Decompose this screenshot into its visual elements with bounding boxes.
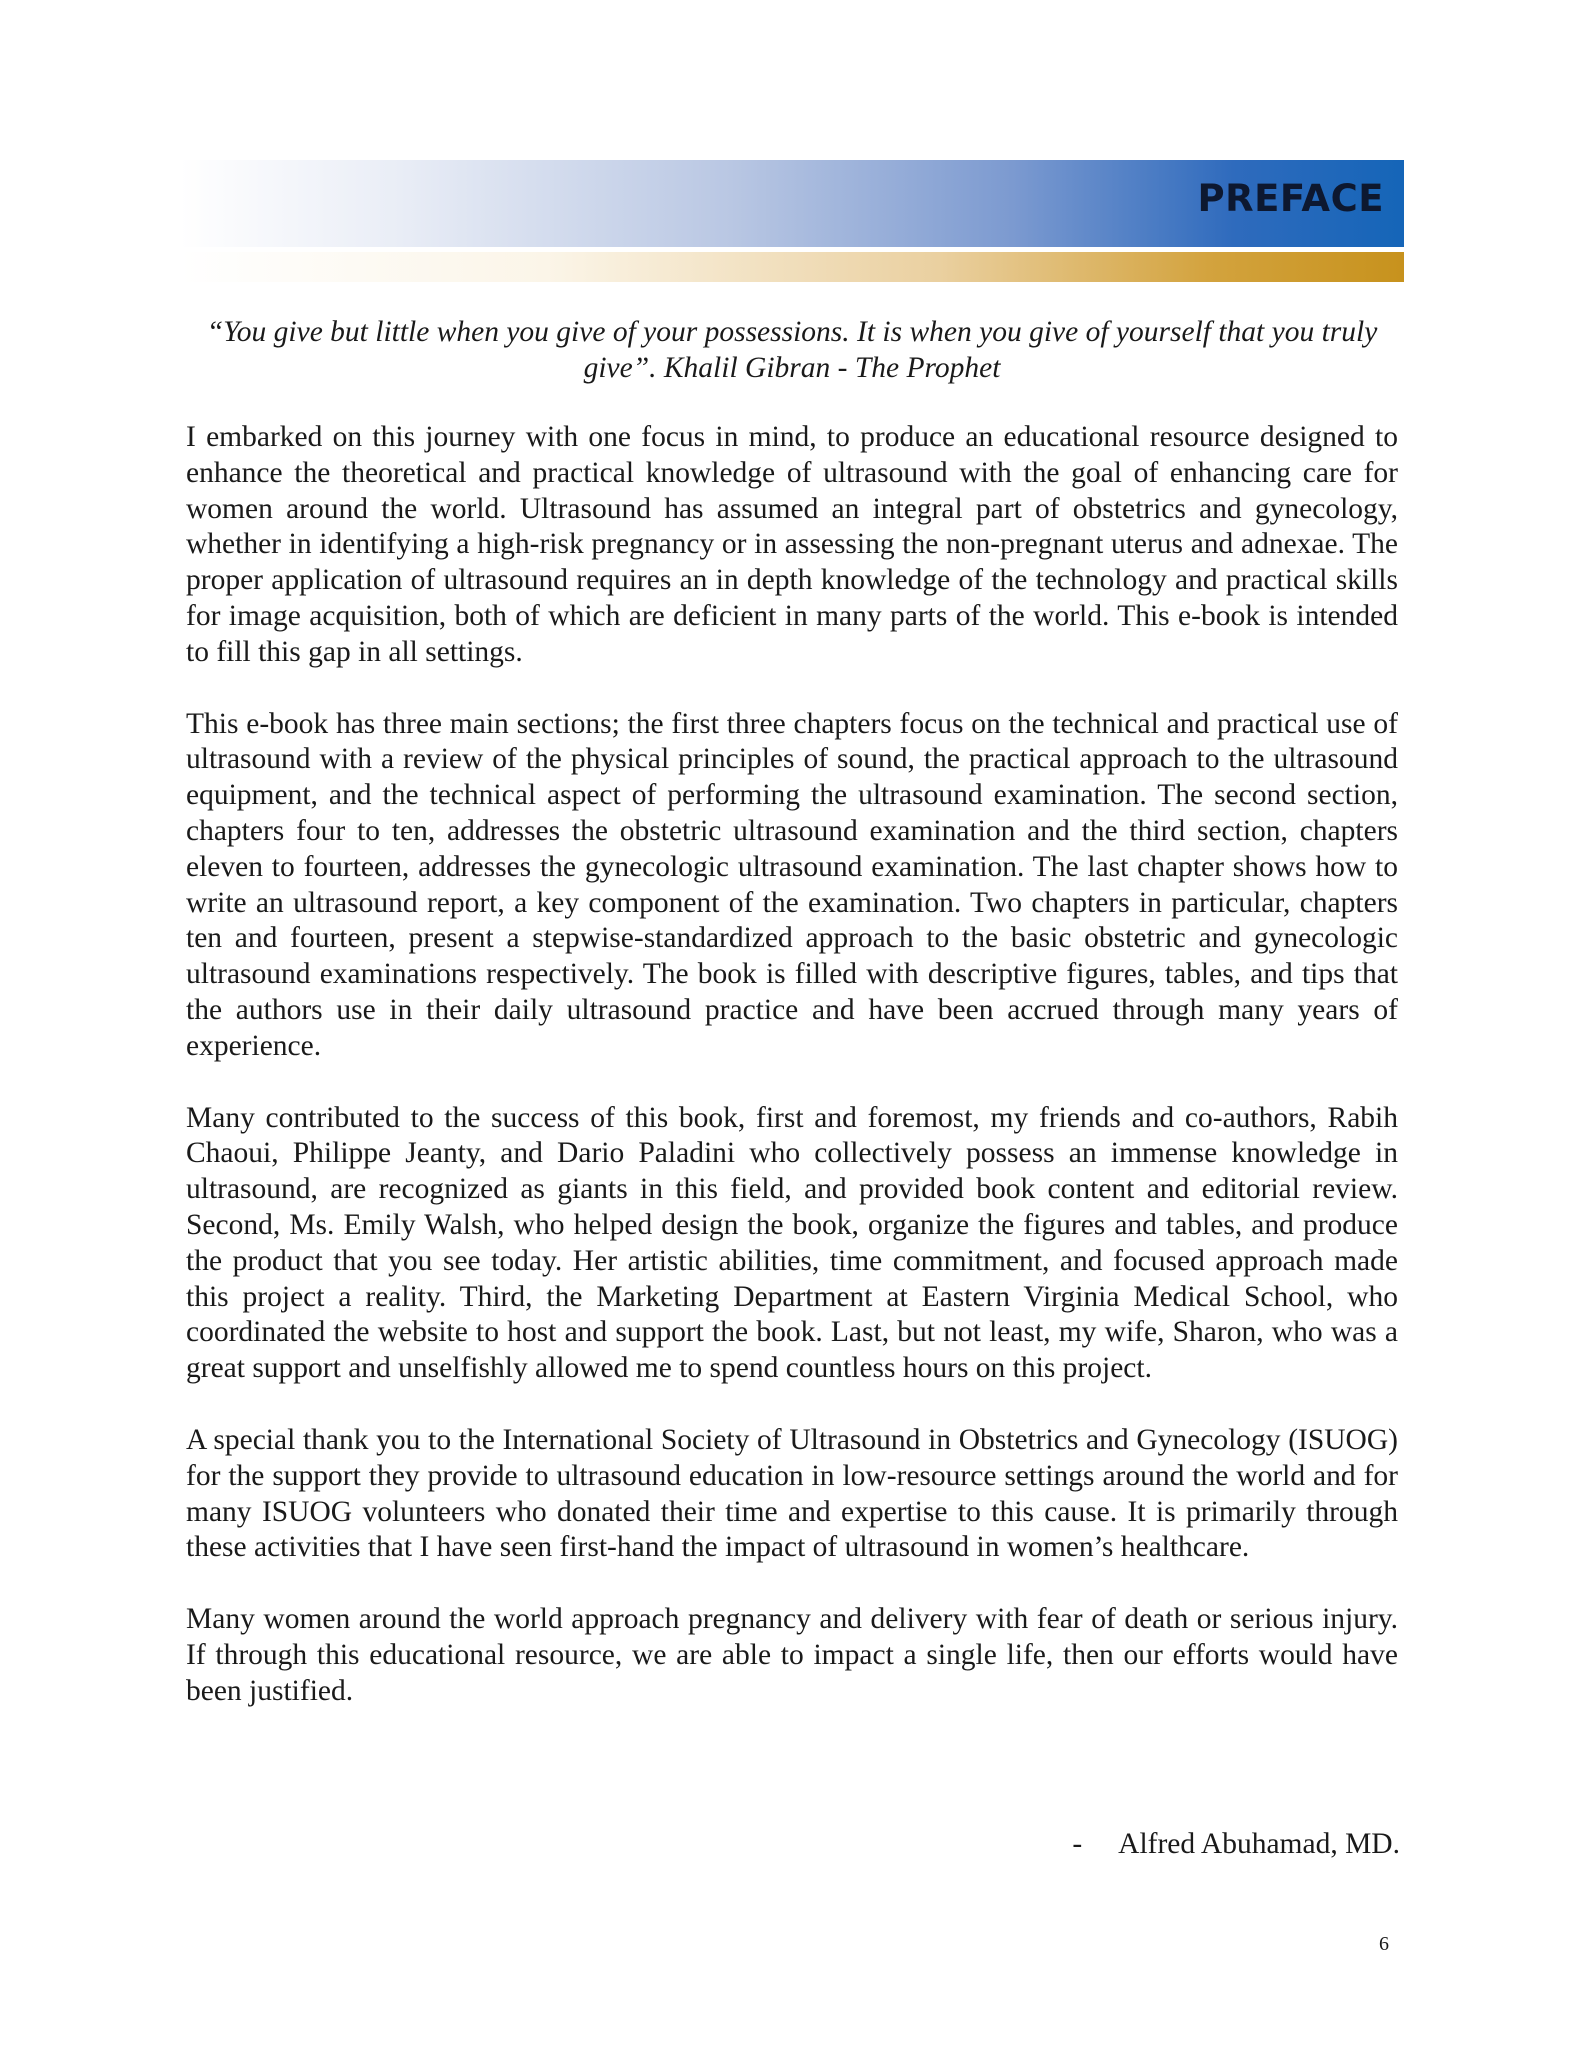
epigraph-quote: “You give but little when you give of your possessions. It is when you give of yourself that you truly give”. Khalil Gibran - The Prophet <box>206 316 1378 384</box>
paragraph: Many contributed to the success of this book, first and foremost, my friends and co-authors, Rabih Chaoui, Philippe Jeanty, and Dario Paladini who collectively possess an immense knowledge in ultrasound, are recognized as giants in this field, and provided book content and editorial review. Second, Ms. Emily Walsh, who helped design the book, organize the figures and tables, and produce the product that you see today. Her artistic abilities, time commitment, and focused approach made this project a reality. Third, the Marketing Department at Eastern Virginia Medical School, who coordinated the website to host and support the book. Last, but not least, my wife, Sharon, who was a great support and unselfishly allowed me to spend countless hours on this project. <box>186 1101 1398 1385</box>
decorative-gold-band <box>180 252 1404 282</box>
signature-dash: - <box>1072 1828 1083 1860</box>
author-signature <box>1072 1826 1400 1862</box>
paragraph: This e-book has three main sections; the first three chapters focus on the technical and practical use of ultrasound with a review of the physical principles of sound, the practical approach to the ultrasound equipment, and the technical aspect of performing the ultrasound examination. The second section, chapters four to ten, addresses the obstetric ultrasound examination and the third section, chapters eleven to fourteen, addresses the gynecologic ultrasound examination. The last chapter shows how to write an ultrasound report, a key component of the examination. Two chapters in particular, chapters ten and fourteen, present a stepwise-standardized approach to the basic obstetric and gynecologic ultrasound examinations respectively. The book is filled with descriptive figures, tables, and tips that the authors use in their daily ultrasound practice and have been accrued through many years of experience. <box>186 707 1398 1062</box>
paragraph: Many women around the world approach pregnancy and delivery with fear of death or serious injury. If through this educational resource, we are able to impact a single life, then our efforts would have been justified. <box>186 1603 1398 1707</box>
paragraph: A special thank you to the International Society of Ultrasound in Obstetrics and Gynecology (ISUOG) for the support they provide to ultrasound education in low-resource settings around the world and for many ISUOG volunteers who donated their time and expertise to this cause. It is primarily through these activities that I have seen first-hand the impact of ultrasound in women’s healthcare. <box>186 1423 1398 1564</box>
section-header-band <box>180 160 1404 247</box>
paragraph: I embarked on this journey with one focus in mind, to produce an educational resource designed to enhance the theoretical and practical knowledge of ultrasound with the goal of enhancing care for women around the world. Ultrasound has assumed an integral part of obstetrics and gynecology, whether in identifying a high-risk pregnancy or in assessing the non-pregnant uterus and adnexae. The proper application of ultrasound requires an in depth knowledge of the technology and practical skills for image acquisition, both of which are deficient in many parts of the world. This e-book is intended to fill this gap in all settings. <box>186 421 1398 668</box>
section-title: PREFACE <box>1197 177 1384 220</box>
author-name: Alfred Abuhamad, MD. <box>1118 1828 1400 1860</box>
preface-body <box>186 420 1398 1746</box>
page-number: 6 <box>1379 1933 1389 1955</box>
